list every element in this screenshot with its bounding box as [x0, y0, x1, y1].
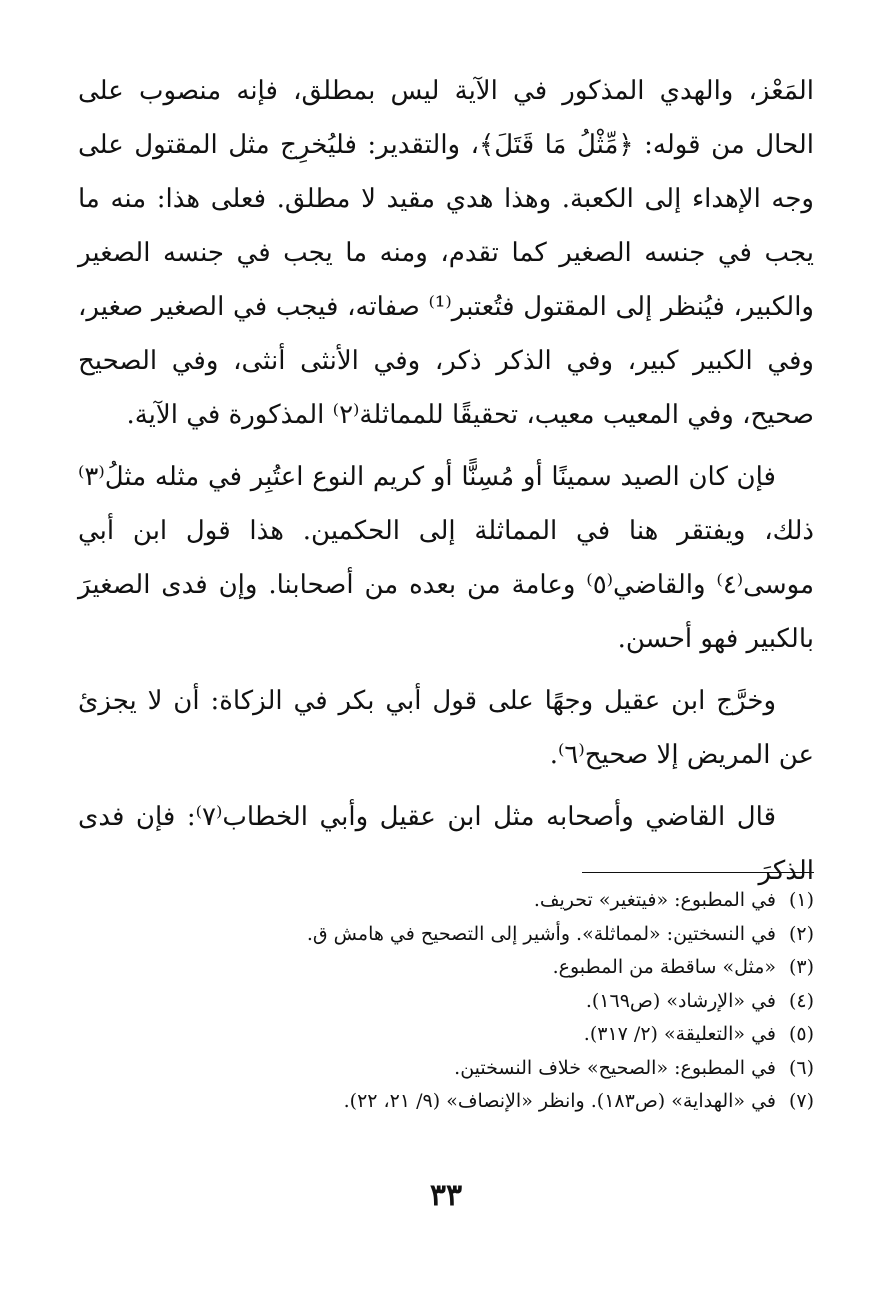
paragraph-2: فإن كان الصيد سمينًا أو مُسِنًّا أو كريم النوع اعتُبِر في مثله مثلُ⁽٣⁾ ذلك، ويفتقر هنا في المماثلة إلى الحكمين. هذا قول ابن أبي موسى⁽٤⁾ والقاضي⁽٥⁾ وعامة من بعده من أصحابنا. وإن فدى الصغيرَ بالكبير فهو أحسن.: [78, 462, 814, 654]
footnote-2: [78, 918, 814, 952]
footnote-7: [78, 1085, 814, 1119]
paragraph-1: المَعْز، والهدي المذكور في الآية ليس بمطلق، فإنه منصوب على الحال من قوله: ﴿مِّثْلُ مَا قَتَلَ﴾، والتقدير: فليُخرِج مثل المقتول على وجه الإهداء إلى الكعبة. وهذا هدي مقيد لا مطلق. فعلى هذا: منه ما يجب في جنسه الصغير كما تقدم، ومنه ما يجب في جنسه الصغير والكبير، فيُنظر إلى المقتول فتُعتبر⁽¹⁾ صفاته، فيجب في الصغير صغير، وفي الكبير كبير، وفي الذكر ذكر، وفي الأنثى أنثى، وفي الصحيح صحيح، وفي المعيب معيب، تحقيقًا للمماثلة⁽٢⁾ المذكورة في الآية.: [78, 76, 814, 430]
footnote-number: (٦): [788, 1056, 814, 1079]
footnote-text: في المطبوع: «فيتغير» تحريف.: [533, 889, 776, 911]
footnote-text: في «الهداية» (ص١٨٣). وانظر «الإنصاف» (٩/ ٢١، ٢٢).: [343, 1090, 776, 1112]
footnote-text: في النسختين: «لمماثلة». وأشير إلى التصحيح في هامش ق.: [306, 922, 776, 945]
footnote-6: [78, 1052, 814, 1086]
paragraph-4: قال القاضي وأصحابه مثل ابن عقيل وأبي الخطاب⁽٧⁾: فإن فدى الذكرَ: [78, 802, 814, 886]
footnote-number: (٥): [788, 1023, 814, 1045]
footnote-text: في «التعليقة» (٢/ ٣١٧).: [583, 1023, 776, 1045]
footnote-number: (٣): [788, 956, 814, 978]
main-text: [78, 64, 814, 906]
footnote-text: في المطبوع: «الصحيح» خلاف النسختين.: [454, 1056, 776, 1079]
paragraph-3: وخرَّج ابن عقيل وجهًا على قول أبي بكر في الزكاة: أن لا يجزئ عن المريض إلا صحيح⁽٦⁾.: [78, 686, 814, 770]
footnote-text: «مثل» ساقطة من المطبوع.: [552, 956, 776, 978]
footnote-5: [78, 1018, 814, 1052]
footnote-separator: [582, 872, 814, 873]
footnote-number: (١): [788, 889, 814, 911]
footnote-3: [78, 951, 814, 985]
footnote-text: في «الإرشاد» (ص١٦٩).: [585, 989, 776, 1012]
footnote-4: [78, 985, 814, 1019]
footnote-number: (٤): [788, 989, 814, 1012]
footnotes: [78, 884, 814, 1119]
footnote-number: (٢): [788, 922, 814, 945]
page-number: ٣٣: [429, 1178, 463, 1213]
footnote-number: (٧): [788, 1090, 814, 1112]
footnote-1: [78, 884, 814, 918]
